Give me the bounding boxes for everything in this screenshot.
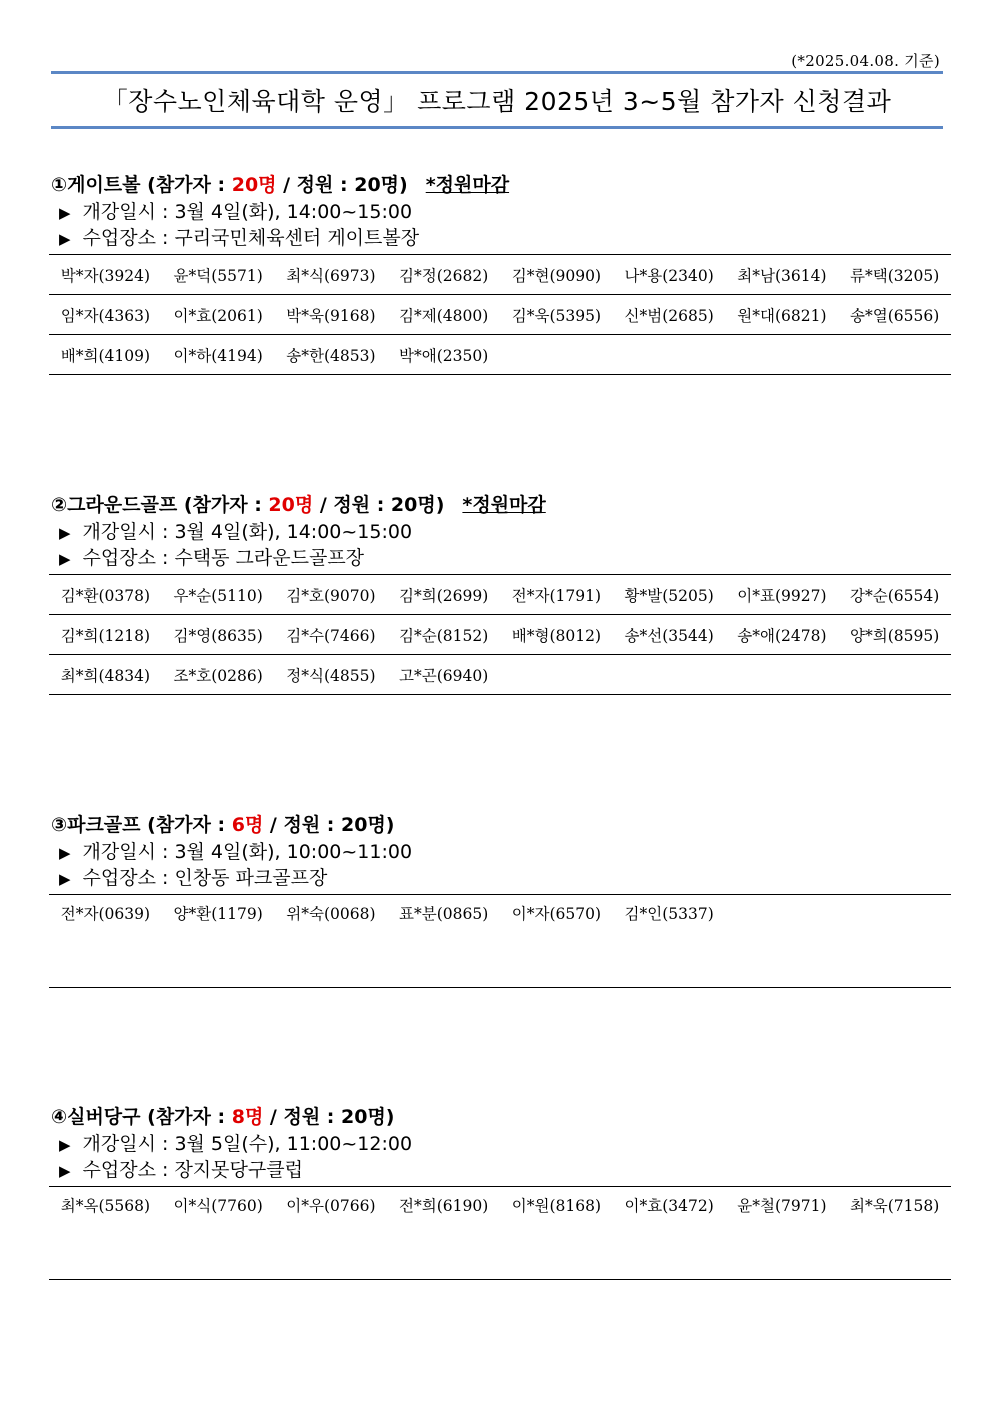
participant-cell: 류*택(3205)	[850, 266, 940, 285]
triangle-bullet-icon: ▶	[59, 1162, 71, 1180]
participant-cell: 신*범(2685)	[624, 306, 714, 325]
participant-cell: 이*효(2061)	[173, 306, 263, 325]
place-line: 수업장소 : 장지못당구클럽	[82, 1159, 303, 1181]
place-info	[49, 865, 951, 891]
participant-cell: 전*자(1791)	[511, 586, 601, 605]
participant-table	[49, 574, 951, 695]
section-gateball	[49, 171, 951, 375]
participant-cell: 김*인(5337)	[624, 905, 714, 923]
date-info	[49, 519, 951, 545]
participant-cell: 배*형(8012)	[511, 626, 601, 645]
table-row	[49, 575, 951, 615]
section-number: ②	[51, 494, 68, 516]
triangle-bullet-icon: ▶	[59, 844, 71, 862]
participant-count: 20명	[231, 174, 277, 196]
date-info	[49, 839, 951, 865]
participant-cell: 배*희(4109)	[60, 346, 150, 365]
date-line: 개강일시 : 3월 5일(수), 11:00~12:00	[82, 1133, 413, 1155]
participant-count: 6명	[231, 814, 264, 836]
participants-label: (참가자 :	[147, 174, 232, 196]
date-info	[49, 1131, 951, 1157]
closed-note: *정원마감	[462, 494, 546, 516]
participant-cell: 김*희(1218)	[60, 626, 150, 645]
participant-cell: 김*호(9070)	[286, 586, 376, 605]
place-info	[49, 1157, 951, 1183]
participant-cell: 위*숙(0068)	[286, 905, 376, 923]
participant-cell: 박*자(3924)	[60, 266, 150, 285]
participant-cell: 강*순(6554)	[850, 586, 940, 605]
participant-cell: 송*한(4853)	[286, 346, 376, 365]
participant-cell: 송*선(3544)	[624, 626, 714, 645]
participant-cell: 김*정(2682)	[399, 266, 489, 285]
section-name: 실버당구	[67, 1106, 141, 1128]
participant-cell: 전*자(0639)	[60, 905, 150, 923]
triangle-bullet-icon: ▶	[59, 204, 71, 222]
table-row	[49, 615, 951, 655]
participant-cell: 표*분(0865)	[399, 905, 489, 923]
participant-cell: 이*자(6570)	[511, 905, 601, 923]
participants-label: (참가자 :	[147, 1106, 232, 1128]
participant-cell: 이*효(3472)	[624, 1197, 714, 1215]
participant-cell: 김*현(9090)	[511, 266, 601, 285]
participant-cell: 박*욱(9168)	[286, 306, 376, 325]
triangle-bullet-icon: ▶	[59, 870, 71, 888]
participant-cell: 양*환(1179)	[173, 905, 263, 923]
capacity-label: / 정원 : 20명)	[276, 174, 408, 196]
date-line: 개강일시 : 3월 4일(화), 14:00~15:00	[82, 521, 413, 543]
participant-cell: 고*곤(6940)	[399, 666, 489, 685]
participant-table	[49, 1186, 951, 1280]
participant-cell: 최*옥(5568)	[60, 1197, 150, 1215]
section-heading	[49, 811, 951, 839]
section-name: 파크골프	[67, 814, 141, 836]
triangle-bullet-icon: ▶	[59, 1136, 71, 1154]
participant-cell: 이*식(7760)	[173, 1197, 263, 1215]
participant-cell: 나*용(2340)	[624, 266, 714, 285]
date-line: 개강일시 : 3월 4일(화), 10:00~11:00	[82, 841, 413, 863]
table-row	[49, 1187, 951, 1280]
participant-cell: 원*대(6821)	[737, 306, 827, 325]
place-info	[49, 545, 951, 571]
date-line: 개강일시 : 3월 4일(화), 14:00~15:00	[82, 201, 413, 223]
participant-cell: 전*희(6190)	[399, 1197, 489, 1215]
place-info	[49, 225, 951, 251]
table-row	[49, 895, 951, 988]
participant-cell: 송*애(2478)	[737, 626, 827, 645]
participant-cell: 정*식(4855)	[286, 666, 376, 685]
participant-cell: 윤*철(7971)	[737, 1197, 827, 1215]
participant-cell: 최*희(4834)	[60, 666, 150, 685]
section-heading	[49, 171, 951, 199]
date-note: (*2025.04.08. 기준)	[791, 52, 940, 70]
table-row	[49, 255, 951, 295]
page-title	[51, 71, 943, 129]
participant-cell: 최*남(3614)	[737, 266, 827, 285]
section-silver-billiards	[49, 1103, 951, 1280]
participant-cell: 김*환(0378)	[60, 586, 150, 605]
capacity-label: / 정원 : 20명)	[313, 494, 445, 516]
participant-cell: 이*원(8168)	[511, 1197, 601, 1215]
section-ground-golf	[49, 491, 951, 695]
participant-cell: 김*영(8635)	[173, 626, 263, 645]
section-name: 그라운드골프	[67, 494, 178, 516]
participants-label: (참가자 :	[147, 814, 232, 836]
triangle-bullet-icon: ▶	[59, 524, 71, 542]
participant-cell: 윤*덕(5571)	[173, 266, 263, 285]
section-number: ①	[51, 174, 68, 196]
participant-cell: 송*열(6556)	[850, 306, 940, 325]
participant-cell: 이*우(0766)	[286, 1197, 376, 1215]
title-text: 「장수노인체육대학 운영」 프로그램 2025년 3~5월 참가자 신청결과	[102, 87, 892, 116]
participant-table	[49, 894, 951, 988]
capacity-label: / 정원 : 20명)	[263, 814, 395, 836]
participant-count: 20명	[268, 494, 314, 516]
place-line: 수업장소 : 인창동 파크골프장	[82, 867, 328, 889]
place-line: 수업장소 : 수택동 그라운드골프장	[82, 547, 365, 569]
participant-cell: 임*자(4363)	[60, 306, 150, 325]
section-park-golf	[49, 811, 951, 988]
participant-cell: 우*순(5110)	[173, 586, 263, 605]
place-line: 수업장소 : 구리국민체육센터 게이트볼장	[82, 227, 420, 249]
closed-note: *정원마감	[425, 174, 510, 196]
participants-label: (참가자 :	[183, 494, 269, 516]
participant-cell: 이*하(4194)	[173, 346, 263, 365]
participant-table	[49, 254, 951, 375]
table-row	[49, 335, 951, 375]
section-name: 게이트볼	[67, 174, 141, 196]
capacity-label: / 정원 : 20명)	[263, 1106, 395, 1128]
participant-cell: 김*제(4800)	[399, 306, 489, 325]
participant-cell: 이*표(9927)	[737, 586, 827, 605]
section-heading	[49, 1103, 951, 1131]
table-row	[49, 295, 951, 335]
triangle-bullet-icon: ▶	[59, 230, 71, 248]
participant-cell: 김*희(2699)	[399, 586, 489, 605]
participant-cell: 최*식(6973)	[286, 266, 376, 285]
table-row	[49, 655, 951, 695]
section-number: ④	[51, 1106, 68, 1128]
participant-cell: 황*발(5205)	[624, 586, 714, 605]
date-info	[49, 199, 951, 225]
participant-cell: 양*희(8595)	[850, 626, 940, 645]
section-heading	[49, 491, 951, 519]
participant-count: 8명	[231, 1106, 264, 1128]
participant-cell: 조*호(0286)	[173, 666, 263, 685]
participant-cell: 박*애(2350)	[399, 346, 489, 365]
participant-cell: 김*순(8152)	[399, 626, 489, 645]
participant-cell: 김*욱(5395)	[511, 306, 601, 325]
participant-cell: 최*욱(7158)	[850, 1197, 940, 1215]
participant-cell: 김*수(7466)	[286, 626, 376, 645]
triangle-bullet-icon: ▶	[59, 550, 71, 568]
section-number: ③	[51, 814, 68, 836]
